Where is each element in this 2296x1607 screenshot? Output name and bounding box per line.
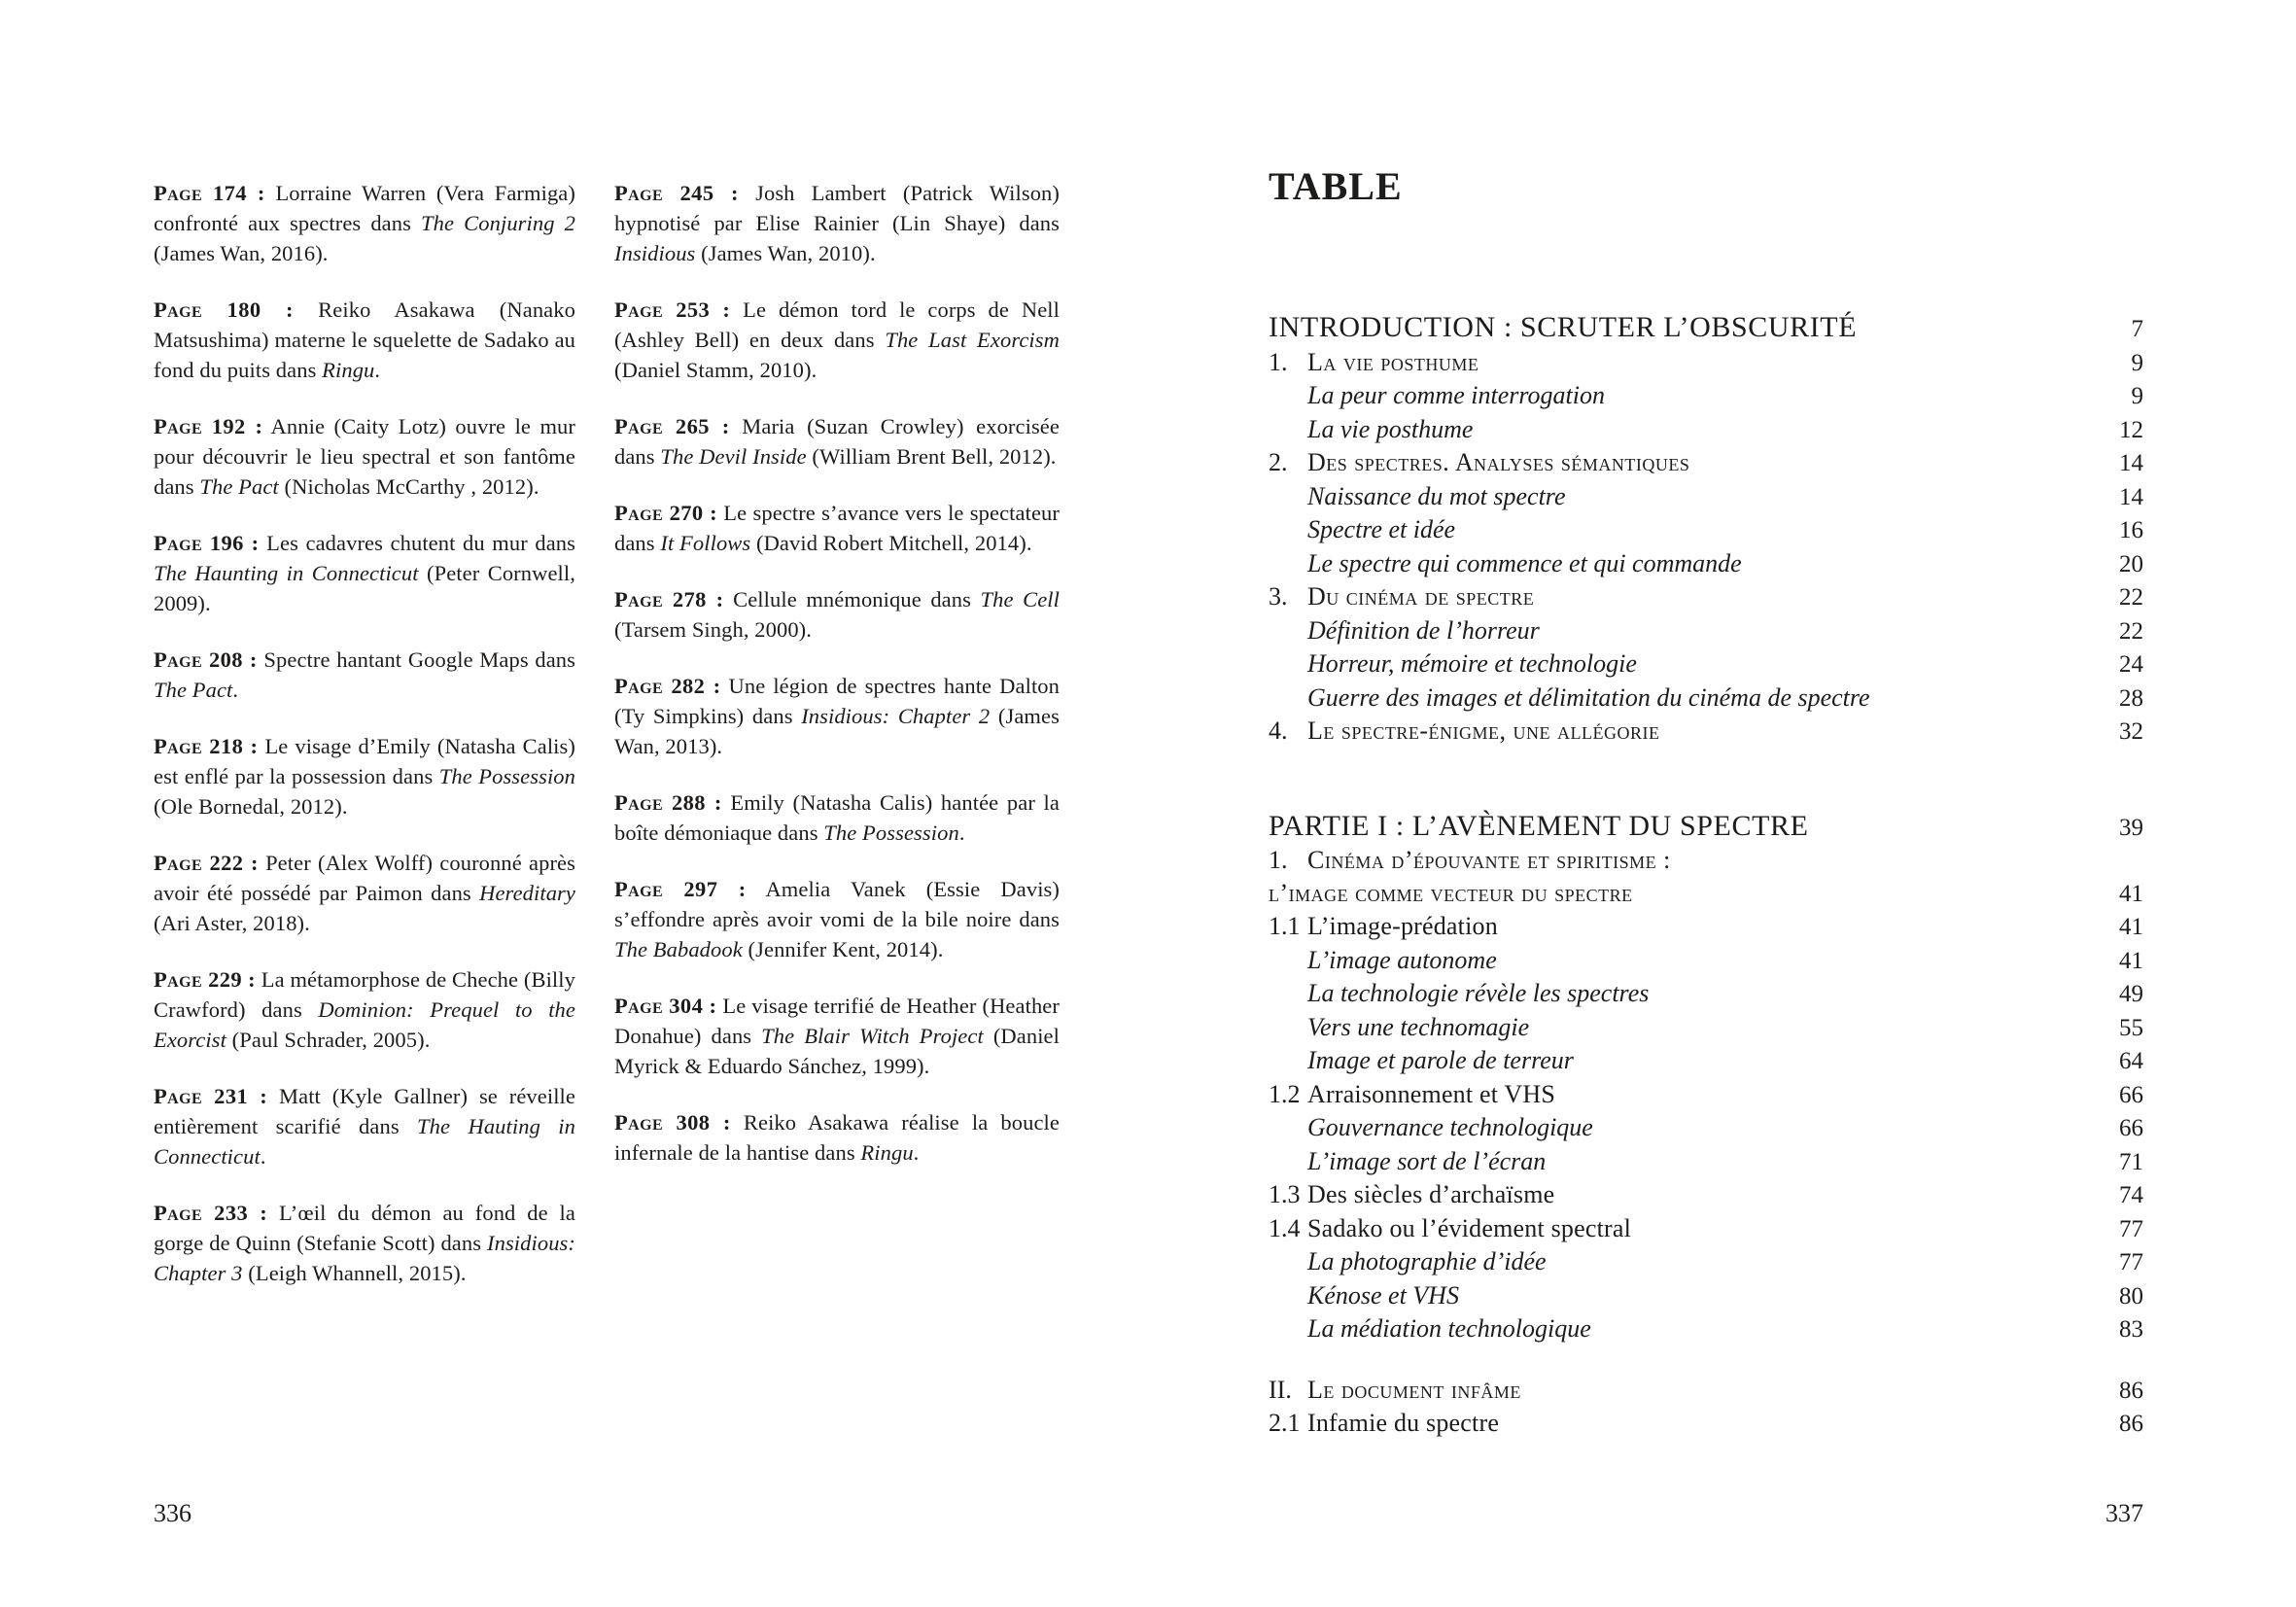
toc-entry-number: 3. — [1269, 582, 1288, 611]
toc-row — [1269, 810, 2143, 845]
toc-page-number: 9 — [2131, 383, 2143, 409]
toc-entry-label — [1269, 1011, 2119, 1044]
toc-page-number: 64 — [2119, 1048, 2143, 1074]
film-title: Ringu — [860, 1140, 914, 1165]
toc-entry-label — [1269, 446, 2119, 479]
toc-row — [1269, 715, 2143, 749]
film-title: Ringu — [322, 358, 375, 382]
credit-entry: Page 253 : Le démon tord le corps de Nell (Ashley Bell) en deux dans The Last Exorcism (Daniel Stamm, 2010). — [614, 297, 1060, 382]
film-title: The Blair Witch Project — [761, 1024, 984, 1048]
toc-row — [1269, 1044, 2143, 1078]
toc-entry-number: 1.1 — [1269, 912, 1301, 940]
toc-row — [1269, 647, 2143, 681]
toc-list — [1269, 311, 2143, 1441]
toc-row — [1269, 1111, 2143, 1145]
toc-entry-number: 2. — [1269, 448, 1288, 476]
toc-page-number: 12 — [2119, 416, 2143, 443]
toc-entry-text: Cinéma d’épouvante et spiritisme : — [1307, 846, 1671, 874]
credit-page-label: Page 229 : — [154, 967, 256, 992]
credit-page-label: Page 222 : — [154, 851, 259, 875]
toc-page-number: 24 — [2119, 651, 2143, 678]
toc-row — [1269, 1279, 2143, 1313]
toc-page-number: 22 — [2119, 617, 2143, 645]
toc-entry-text: Vers une technomagie — [1307, 1012, 1530, 1041]
toc-page-number: 74 — [2119, 1182, 2143, 1208]
toc-entry-text: l’image comme vecteur du spectre — [1269, 878, 1633, 907]
film-title: The Devil Inside — [660, 444, 807, 469]
film-title: The Pact — [154, 678, 233, 702]
credit-page-label: Page 253 : — [614, 297, 731, 322]
toc-row — [1269, 1078, 2143, 1112]
toc-page-number: 66 — [2119, 1081, 2143, 1108]
toc-row — [1269, 513, 2143, 547]
film-title: The Last Exorcism — [885, 328, 1060, 352]
toc-row — [1269, 1374, 2143, 1408]
page-number-right: 337 — [2105, 1499, 2143, 1527]
toc-entry-label — [1269, 844, 2143, 877]
toc-entry-label — [1269, 1078, 2119, 1111]
toc-row — [1269, 580, 2143, 614]
toc-page-number: 77 — [2119, 1215, 2143, 1242]
toc-entry-label — [1269, 877, 2119, 910]
toc-entry-label — [1269, 1374, 2119, 1407]
toc-row — [1269, 1312, 2143, 1346]
toc-entry-label — [1269, 1212, 2119, 1245]
toc-page-number: 77 — [2119, 1249, 2143, 1275]
toc-entry-text: Des spectres. Analyses sémantiques — [1307, 448, 1690, 476]
toc-section-gap — [1269, 1346, 2143, 1374]
toc-row — [1269, 1212, 2143, 1246]
credit-page-label: Page 304 : — [614, 994, 717, 1018]
toc-page-number: 7 — [2131, 316, 2143, 342]
film-title: Hereditary — [479, 881, 575, 905]
toc-entry-text: La peur comme interrogation — [1307, 381, 1605, 409]
credit-page-label: Page 245 : — [614, 181, 739, 205]
toc-entry-label — [1269, 379, 2132, 412]
credit-page-label: Page 282 : — [614, 674, 721, 698]
toc-row — [1269, 311, 2143, 346]
credit-entry: Page 304 : Le visage terrifié de Heather (Heather Donahue) dans The Blair Witch Project (Daniel Myrick & Eduardo Sánchez, 1999). — [614, 994, 1060, 1078]
toc-page-number: 14 — [2119, 483, 2143, 510]
toc-row — [1269, 1407, 2143, 1441]
toc-entry-text: Le spectre qui commence et qui commande — [1307, 548, 1742, 577]
credit-entry: Page 265 : Maria (Suzan Crowley) exorcisée dans The Devil Inside (William Brent Bell, 2012). — [614, 414, 1060, 469]
toc-row — [1269, 944, 2143, 978]
toc-entry-text: Gouvernance technologique — [1307, 1113, 1593, 1141]
toc-page-number: 41 — [2119, 880, 2143, 907]
toc-entry-text: Définition de l’horreur — [1307, 615, 1540, 645]
credit-page-label: Page 192 : — [154, 414, 263, 438]
credit-entry: Page 308 : Reiko Asakawa réalise la boucle infernale de la hantise dans Ringu. — [614, 1110, 1060, 1165]
toc-entry-label — [1269, 1407, 2119, 1440]
toc-page-number: 66 — [2119, 1115, 2143, 1141]
film-title: The Cell — [980, 587, 1060, 611]
toc-entry-text: L’image sort de l’écran — [1307, 1146, 1547, 1175]
toc-page-number: 32 — [2119, 718, 2143, 745]
toc-page-number: 39 — [2119, 814, 2143, 841]
toc-entry-text: Image et parole de terreur — [1307, 1046, 1574, 1074]
toc-entry-text: Kénose et VHS — [1307, 1280, 1459, 1310]
credit-page-label: Page 297 : — [614, 877, 747, 901]
credit-entry: Page 282 : Une légion de spectres hante Dalton (Ty Simpkins) dans Insidious: Chapter 2 (James Wan, 2013). — [614, 674, 1060, 758]
toc-entry-label — [1269, 311, 2132, 344]
credit-page-label: Page 265 : — [614, 414, 730, 438]
toc-entry-label — [1269, 647, 2119, 681]
film-title: The Hauting in Connecticut — [154, 1114, 575, 1169]
toc-row — [1269, 1178, 2143, 1212]
toc-entry-text: Guerre des images et délimitation du cinéma de spectre — [1307, 682, 1870, 712]
film-title: Insidious — [614, 241, 696, 265]
toc-row — [1269, 1245, 2143, 1279]
toc-entry-label — [1269, 1111, 2119, 1144]
toc-row — [1269, 910, 2143, 944]
toc-row — [1269, 1011, 2143, 1045]
toc-row — [1269, 446, 2143, 480]
film-title: Dominion: Prequel to the Exorcist — [154, 997, 575, 1052]
credit-page-label: Page 196 : — [154, 531, 260, 555]
toc-entry-label — [1269, 614, 2119, 647]
toc-row — [1269, 379, 2143, 413]
toc-entry-text: Naissance du mot spectre — [1307, 481, 1566, 510]
toc-row — [1269, 413, 2143, 447]
toc-entry-text: Horreur, mémoire et technologie — [1307, 649, 1637, 678]
credit-entry: Page 245 : Josh Lambert (Patrick Wilson) hypnotisé par Elise Rainier (Lin Shaye) dans Insidious (James Wan, 2010). — [614, 181, 1060, 265]
toc-entry-text: PARTIE I : L’AVÈNEMENT DU SPECTRE — [1269, 809, 1809, 842]
film-title: The Babadook — [614, 937, 743, 961]
toc-title: TABLE — [1269, 164, 1403, 208]
toc-entry-label — [1269, 1312, 2119, 1345]
credit-page-label: Page 218 : — [154, 734, 259, 758]
toc-row — [1269, 844, 2143, 877]
toc-page-number: 71 — [2119, 1148, 2143, 1175]
toc-entry-label — [1269, 681, 2119, 715]
credit-page-label: Page 233 : — [154, 1201, 268, 1225]
film-title: The Possession — [823, 821, 959, 845]
credit-entry: Page 231 : Matt (Kyle Gallner) se réveille entièrement scarifié dans The Hauting in Connecticut. — [154, 1084, 575, 1169]
toc-page-number: 28 — [2119, 684, 2143, 712]
toc-row — [1269, 614, 2143, 648]
toc-page-number: 20 — [2119, 550, 2143, 577]
toc-entry-number: II. — [1269, 1375, 1292, 1404]
toc-entry-text: Le document infâme — [1307, 1375, 1521, 1404]
credit-entry: Page 222 : Peter (Alex Wolff) couronné après avoir été possédé par Paimon dans Hereditary (Ari Aster, 2018). — [154, 851, 575, 935]
film-title: The Possession — [438, 764, 576, 788]
toc-page-number: 14 — [2119, 450, 2143, 476]
toc-entry-label — [1269, 910, 2119, 943]
toc-entry-text: La photographie d’idée — [1307, 1247, 1547, 1275]
credit-page-label: Page 270 : — [614, 501, 717, 525]
toc-entry-label — [1269, 715, 2119, 748]
toc-entry-label — [1269, 413, 2119, 446]
toc-entry-text: Sadako ou l’évidement spectral — [1307, 1213, 1632, 1242]
toc-row — [1269, 1145, 2143, 1179]
toc-entry-text: Spectre et idée — [1307, 515, 1456, 543]
credit-page-label: Page 231 : — [154, 1084, 268, 1108]
toc-entry-label — [1269, 810, 2119, 843]
toc-entry-text: INTRODUCTION : SCRUTER L’OBSCURITÉ — [1269, 311, 1858, 343]
toc-row — [1269, 547, 2143, 581]
toc-page-number: 86 — [2119, 1377, 2143, 1404]
toc-entry-label — [1269, 1145, 2119, 1178]
toc-entry-label — [1269, 1245, 2119, 1278]
toc-page-number: 41 — [2119, 914, 2143, 940]
toc-entry-label — [1269, 480, 2119, 513]
toc-page-number: 83 — [2119, 1316, 2143, 1343]
toc-page-number: 55 — [2119, 1014, 2143, 1041]
page-number-left: 336 — [154, 1499, 191, 1527]
film-title: It Follows — [660, 531, 751, 555]
credit-page-label: Page 288 : — [614, 790, 722, 815]
toc-entry-text: Infamie du spectre — [1307, 1409, 1500, 1437]
credit-page-label: Page 174 : — [154, 181, 265, 205]
toc-entry-number: 2.1 — [1269, 1409, 1301, 1437]
toc-page-number: 16 — [2119, 517, 2143, 543]
toc-entry-label — [1269, 1044, 2119, 1077]
toc-entry-text: L’image-prédation — [1307, 912, 1498, 940]
toc-entry-text: La vie posthume — [1307, 414, 1474, 443]
film-title: Insidious: Chapter 2 — [801, 704, 991, 728]
toc-row — [1269, 977, 2143, 1011]
credits-column-right — [614, 178, 1060, 1194]
credit-page-label: Page 278 : — [614, 587, 724, 611]
toc-entry-text: La technologie révèle les spectres — [1307, 979, 1650, 1007]
film-title: The Haunting in Connecticut — [154, 561, 419, 585]
toc-entry-text: L’image autonome — [1307, 945, 1497, 974]
credit-page-label: Page 180 : — [154, 297, 294, 322]
toc-page-number: 86 — [2119, 1411, 2143, 1437]
toc-entry-label — [1269, 977, 2119, 1010]
toc-entry-number: 1.3 — [1269, 1180, 1301, 1208]
toc-entry-label — [1269, 1178, 2119, 1211]
toc-page-number: 41 — [2119, 947, 2143, 974]
credits-column-left — [154, 178, 575, 1314]
toc-entry-number: 1. — [1269, 846, 1288, 874]
toc-row — [1269, 346, 2143, 380]
toc-entry-text: Du cinéma de spectre — [1307, 582, 1535, 611]
film-title: The Conjuring 2 — [421, 211, 575, 235]
credit-entry: Page 229 : La métamorphose de Cheche (Billy Crawford) dans Dominion: Prequel to the Exorcist (Paul Schrader, 2005). — [154, 967, 575, 1052]
toc-entry-text: La médiation technologique — [1307, 1314, 1591, 1343]
toc-entry-number: 1.2 — [1269, 1079, 1301, 1108]
credit-entry: Page 270 : Le spectre s’avance vers le spectateur dans It Follows (David Robert Mitchell, 2014). — [614, 501, 1060, 555]
toc-entry-label — [1269, 513, 2119, 546]
film-title: Insidious: Chapter 3 — [154, 1231, 575, 1285]
toc-entry-text: Des siècles d’archaïsme — [1307, 1180, 1555, 1208]
toc-entry-number: 4. — [1269, 716, 1288, 745]
toc-row — [1269, 480, 2143, 514]
toc-entry-text: Arraisonnement et VHS — [1307, 1079, 1556, 1108]
credit-entry: Page 297 : Amelia Vanek (Essie Davis) s’effondre après avoir vomi de la bile noire dans The Babadook (Jennifer Kent, 2014). — [614, 877, 1060, 961]
credit-entry: Page 192 : Annie (Caity Lotz) ouvre le mur pour découvrir le lieu spectral et son fantôme dans The Pact (Nicholas McCarthy , 2012). — [154, 414, 575, 499]
toc-entry-number: 1.4 — [1269, 1213, 1301, 1242]
credit-entry: Page 218 : Le visage d’Emily (Natasha Calis) est enflé par la possession dans The Possession (Ole Bornedal, 2012). — [154, 734, 576, 819]
credit-entry: Page 278 : Cellule mnémonique dans The Cell (Tarsem Singh, 2000). — [614, 587, 1060, 642]
toc-row — [1269, 681, 2143, 716]
toc-entry-text: Le spectre-énigme, une allégorie — [1307, 716, 1660, 745]
toc-entry-label — [1269, 346, 2132, 379]
credit-entry: Page 288 : Emily (Natasha Calis) hantée par la boîte démoniaque dans The Possession. — [614, 790, 1060, 845]
film-title: The Pact — [199, 474, 279, 499]
toc-entry-label — [1269, 547, 2119, 580]
toc-entry-label — [1269, 944, 2119, 977]
credit-entry: Page 208 : Spectre hantant Google Maps dans The Pact. — [154, 647, 575, 702]
toc-section-gap — [1269, 749, 2143, 810]
toc-page-number: 49 — [2119, 981, 2143, 1007]
toc-page-number: 80 — [2119, 1282, 2143, 1310]
toc-page-number: 9 — [2131, 349, 2143, 376]
toc-page-number: 22 — [2119, 584, 2143, 611]
credit-page-label: Page 208 : — [154, 647, 258, 672]
credit-page-label: Page 308 : — [614, 1110, 731, 1135]
credit-entry: Page 233 : L’œil du démon au fond de la gorge de Quinn (Stefanie Scott) dans Insidious: Chapter 3 (Leigh Whannell, 2015). — [154, 1201, 575, 1285]
toc-entry-number: 1. — [1269, 347, 1288, 376]
credit-entry: Page 174 : Lorraine Warren (Vera Farmiga) confronté aux spectres dans The Conjuring 2 (James Wan, 2016). — [154, 181, 575, 265]
toc-entry-label — [1269, 1279, 2119, 1312]
credit-entry: Page 180 : Reiko Asakawa (Nanako Matsushima) materne le squelette de Sadako au fond du puits dans Ringu. — [154, 297, 575, 382]
toc-entry-text: La vie posthume — [1307, 347, 1479, 376]
toc-entry-label — [1269, 580, 2119, 613]
credit-entry: Page 196 : Les cadavres chutent du mur dans The Haunting in Connecticut (Peter Cornwell, 2009). — [154, 531, 575, 615]
toc-row — [1269, 877, 2143, 911]
